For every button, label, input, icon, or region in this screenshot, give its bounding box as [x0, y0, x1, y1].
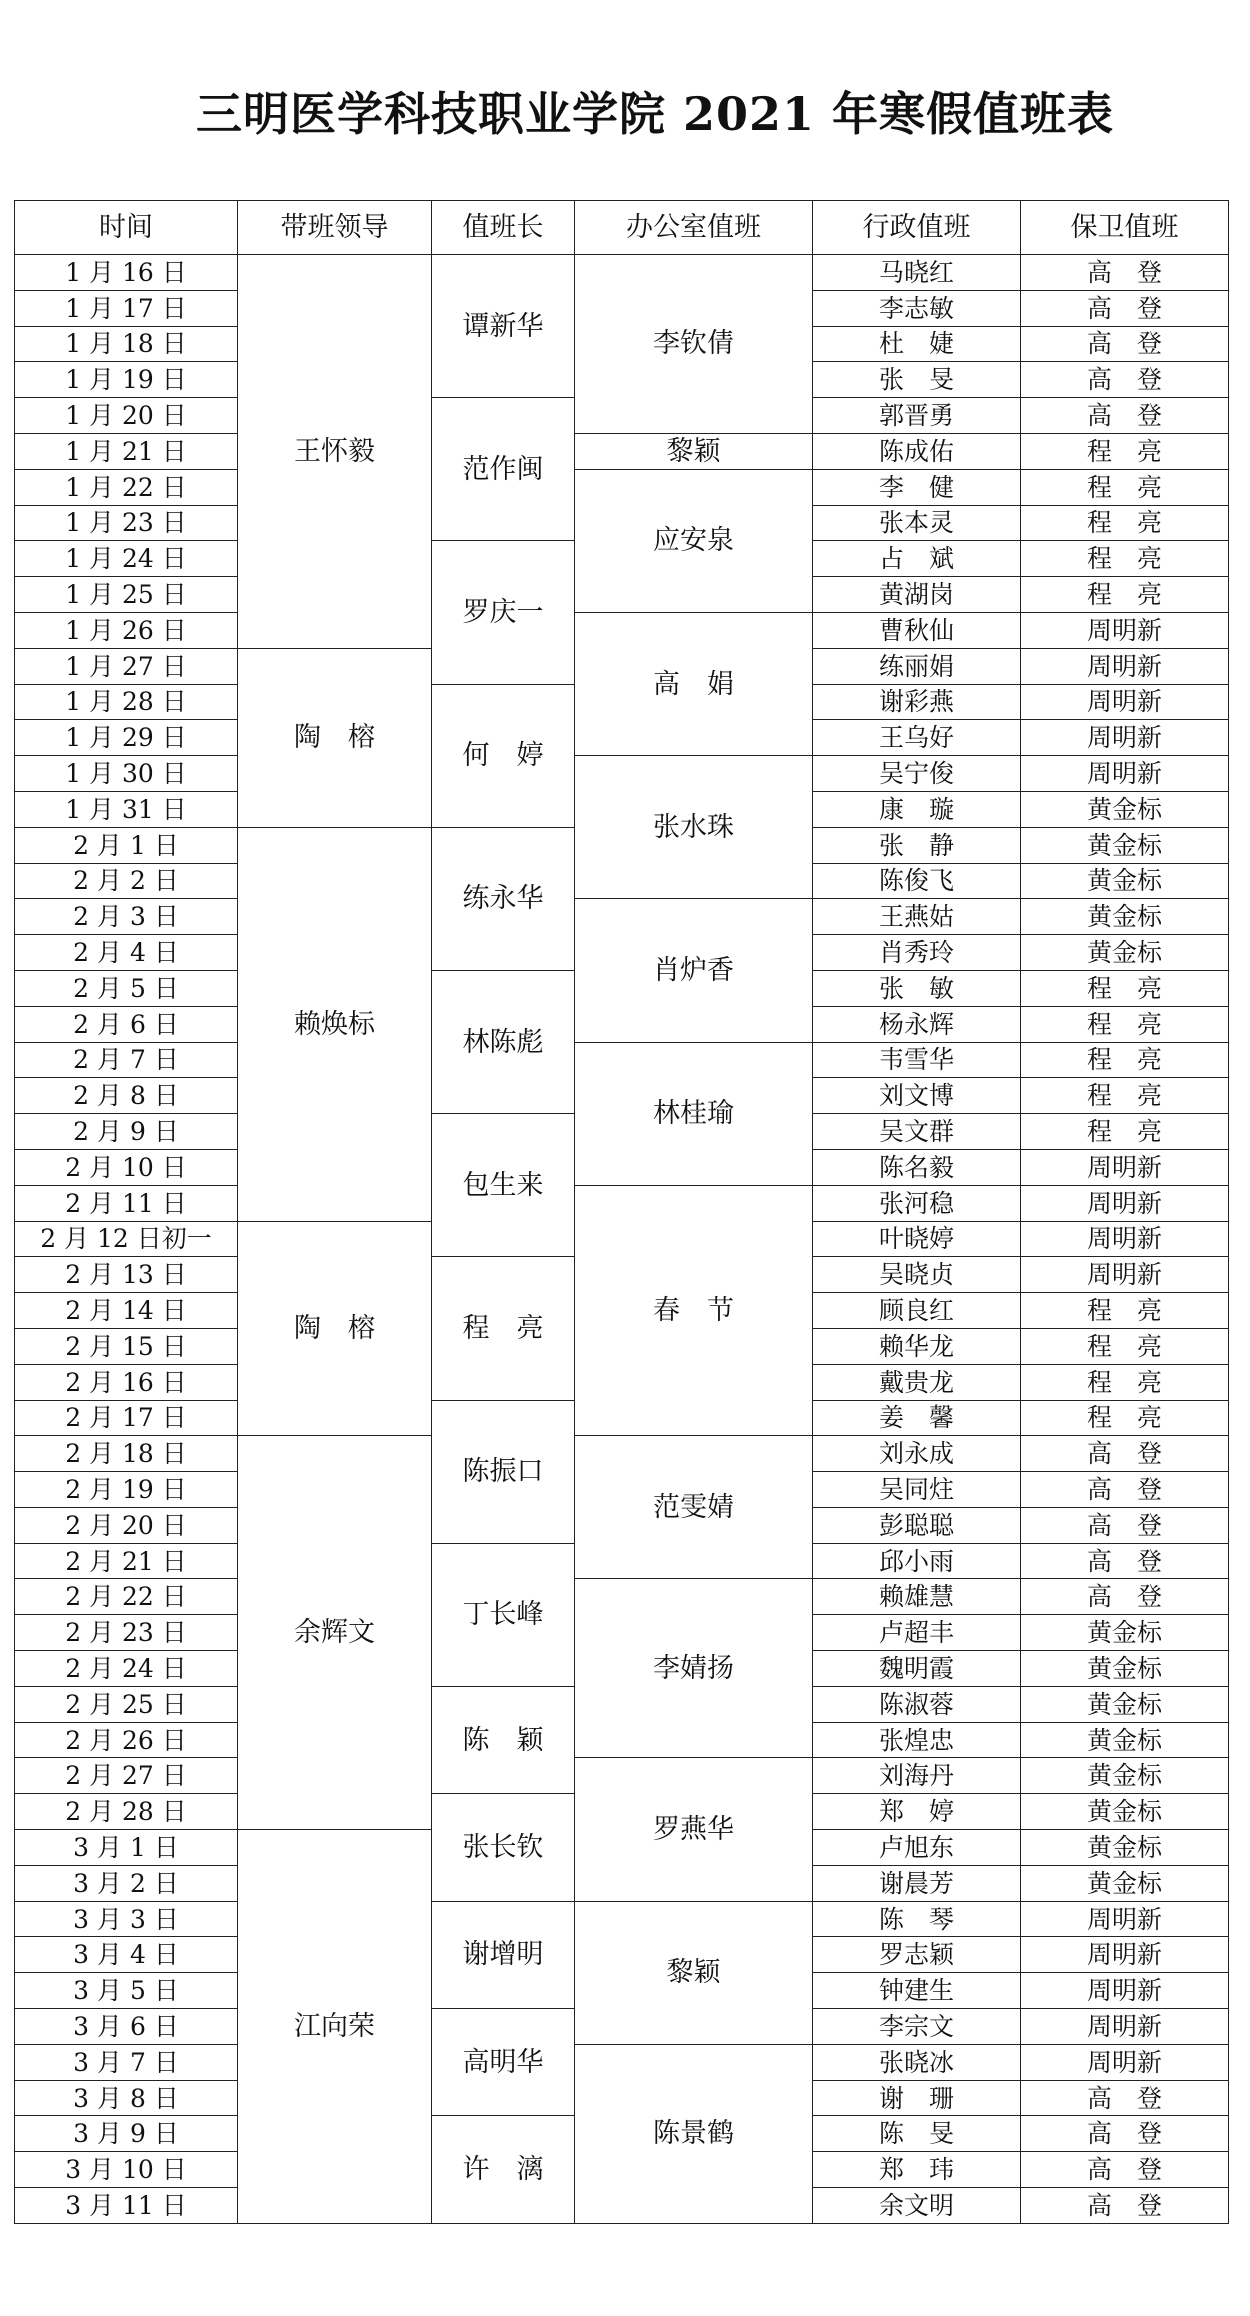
admin-duty-cell: 吴文群 — [813, 1114, 1021, 1150]
table-row — [15, 433, 1229, 469]
admin-duty-cell: 张 静 — [813, 827, 1021, 863]
shift-chief-cell: 程 亮 — [432, 1257, 575, 1400]
date-cell: 1 月 17 日 — [15, 290, 238, 326]
security-duty-cell: 程 亮 — [1021, 469, 1229, 505]
admin-duty-cell: 杨永辉 — [813, 1006, 1021, 1042]
security-duty-cell: 程 亮 — [1021, 433, 1229, 469]
date-cell: 1 月 26 日 — [15, 612, 238, 648]
admin-duty-cell: 钟建生 — [813, 1973, 1021, 2009]
admin-duty-cell: 赖雄慧 — [813, 1579, 1021, 1615]
date-cell: 2 月 23 日 — [15, 1615, 238, 1651]
admin-duty-cell: 魏明霞 — [813, 1651, 1021, 1687]
table-row — [15, 899, 1229, 935]
shift-chief-cell: 高明华 — [432, 2009, 575, 2116]
office-duty-cell: 张水珠 — [575, 756, 813, 899]
date-cell: 2 月 2 日 — [15, 863, 238, 899]
admin-duty-cell: 郑 玮 — [813, 2152, 1021, 2188]
security-duty-cell: 周明新 — [1021, 1901, 1229, 1937]
date-cell: 1 月 18 日 — [15, 326, 238, 362]
date-cell: 2 月 5 日 — [15, 970, 238, 1006]
date-cell: 3 月 2 日 — [15, 1865, 238, 1901]
date-cell: 2 月 8 日 — [15, 1078, 238, 1114]
admin-duty-cell: 马晓红 — [813, 255, 1021, 291]
date-cell: 2 月 18 日 — [15, 1436, 238, 1472]
date-cell: 3 月 7 日 — [15, 2044, 238, 2080]
date-cell: 1 月 29 日 — [15, 720, 238, 756]
admin-duty-cell: 张 敏 — [813, 970, 1021, 1006]
security-duty-cell: 程 亮 — [1021, 1114, 1229, 1150]
security-duty-cell: 高 登 — [1021, 1472, 1229, 1508]
admin-duty-cell: 卢超丰 — [813, 1615, 1021, 1651]
admin-duty-cell: 练丽娟 — [813, 648, 1021, 684]
admin-duty-cell: 张晓冰 — [813, 2044, 1021, 2080]
security-duty-cell: 高 登 — [1021, 290, 1229, 326]
date-cell: 2 月 11 日 — [15, 1185, 238, 1221]
date-cell: 2 月 25 日 — [15, 1686, 238, 1722]
admin-duty-cell: 谢彩燕 — [813, 684, 1021, 720]
office-duty-cell: 黎颖 — [575, 1901, 813, 2044]
table-row — [15, 1436, 1229, 1472]
security-duty-cell: 高 登 — [1021, 2152, 1229, 2188]
security-duty-cell: 周明新 — [1021, 2009, 1229, 2045]
admin-duty-cell: 赖华龙 — [813, 1328, 1021, 1364]
date-cell: 2 月 13 日 — [15, 1257, 238, 1293]
security-duty-cell: 黄金标 — [1021, 1830, 1229, 1866]
admin-duty-cell: 刘文博 — [813, 1078, 1021, 1114]
header-time: 时间 — [15, 201, 238, 255]
admin-duty-cell: 陈俊飞 — [813, 863, 1021, 899]
date-cell: 2 月 19 日 — [15, 1472, 238, 1508]
security-duty-cell: 黄金标 — [1021, 1651, 1229, 1687]
date-cell: 2 月 27 日 — [15, 1758, 238, 1794]
admin-duty-cell: 谢晨芳 — [813, 1865, 1021, 1901]
date-cell: 2 月 24 日 — [15, 1651, 238, 1687]
shift-chief-cell: 林陈彪 — [432, 970, 575, 1113]
office-duty-cell: 陈景鹤 — [575, 2044, 813, 2223]
date-cell: 3 月 4 日 — [15, 1937, 238, 1973]
date-cell: 2 月 10 日 — [15, 1149, 238, 1185]
admin-duty-cell: 郭晋勇 — [813, 398, 1021, 434]
admin-duty-cell: 卢旭东 — [813, 1830, 1021, 1866]
security-duty-cell: 高 登 — [1021, 362, 1229, 398]
header-security-duty: 保卫值班 — [1021, 201, 1229, 255]
shift-chief-cell: 谭新华 — [432, 255, 575, 398]
security-duty-cell: 周明新 — [1021, 612, 1229, 648]
office-duty-cell: 李婧扬 — [575, 1579, 813, 1758]
admin-duty-cell: 刘永成 — [813, 1436, 1021, 1472]
leader-cell: 陶 榕 — [238, 648, 432, 827]
security-duty-cell: 周明新 — [1021, 1149, 1229, 1185]
admin-duty-cell: 曹秋仙 — [813, 612, 1021, 648]
table-body — [15, 255, 1229, 2224]
date-cell: 1 月 21 日 — [15, 433, 238, 469]
admin-duty-cell: 李志敏 — [813, 290, 1021, 326]
shift-chief-cell: 许 漓 — [432, 2116, 575, 2223]
date-cell: 3 月 3 日 — [15, 1901, 238, 1937]
security-duty-cell: 黄金标 — [1021, 1615, 1229, 1651]
date-cell: 3 月 10 日 — [15, 2152, 238, 2188]
admin-duty-cell: 姜 馨 — [813, 1400, 1021, 1436]
security-duty-cell: 程 亮 — [1021, 577, 1229, 613]
office-duty-cell: 春 节 — [575, 1185, 813, 1436]
security-duty-cell: 程 亮 — [1021, 1364, 1229, 1400]
admin-duty-cell: 郑 婷 — [813, 1794, 1021, 1830]
date-cell: 1 月 25 日 — [15, 577, 238, 613]
table-row — [15, 1901, 1229, 1937]
shift-chief-cell: 练永华 — [432, 827, 575, 970]
header-shift-chief: 值班长 — [432, 201, 575, 255]
security-duty-cell: 黄金标 — [1021, 863, 1229, 899]
date-cell: 2 月 1 日 — [15, 827, 238, 863]
admin-duty-cell: 顾良红 — [813, 1293, 1021, 1329]
header-office-duty: 办公室值班 — [575, 201, 813, 255]
date-cell: 1 月 22 日 — [15, 469, 238, 505]
date-cell: 1 月 24 日 — [15, 541, 238, 577]
table-row — [15, 469, 1229, 505]
admin-duty-cell: 陈 旻 — [813, 2116, 1021, 2152]
date-cell: 3 月 6 日 — [15, 2009, 238, 2045]
admin-duty-cell: 陈名毅 — [813, 1149, 1021, 1185]
leader-cell: 陶 榕 — [238, 1221, 432, 1436]
admin-duty-cell: 李宗文 — [813, 2009, 1021, 2045]
security-duty-cell: 程 亮 — [1021, 1400, 1229, 1436]
security-duty-cell: 黄金标 — [1021, 935, 1229, 971]
admin-duty-cell: 张 旻 — [813, 362, 1021, 398]
admin-duty-cell: 占 斌 — [813, 541, 1021, 577]
security-duty-cell: 程 亮 — [1021, 1042, 1229, 1078]
table-row — [15, 1758, 1229, 1794]
security-duty-cell: 周明新 — [1021, 684, 1229, 720]
admin-duty-cell: 李 健 — [813, 469, 1021, 505]
security-duty-cell: 高 登 — [1021, 326, 1229, 362]
security-duty-cell: 黄金标 — [1021, 1865, 1229, 1901]
security-duty-cell: 高 登 — [1021, 2116, 1229, 2152]
admin-duty-cell: 张煌忠 — [813, 1722, 1021, 1758]
table-row — [15, 1185, 1229, 1221]
date-cell: 3 月 1 日 — [15, 1830, 238, 1866]
leader-cell: 王怀毅 — [238, 255, 432, 649]
date-cell: 1 月 20 日 — [15, 398, 238, 434]
security-duty-cell: 高 登 — [1021, 1543, 1229, 1579]
security-duty-cell: 程 亮 — [1021, 505, 1229, 541]
date-cell: 2 月 7 日 — [15, 1042, 238, 1078]
date-cell: 1 月 19 日 — [15, 362, 238, 398]
admin-duty-cell: 吴宁俊 — [813, 756, 1021, 792]
security-duty-cell: 高 登 — [1021, 1507, 1229, 1543]
date-cell: 2 月 28 日 — [15, 1794, 238, 1830]
admin-duty-cell: 戴贵龙 — [813, 1364, 1021, 1400]
date-cell: 3 月 8 日 — [15, 2080, 238, 2116]
security-duty-cell: 黄金标 — [1021, 1686, 1229, 1722]
shift-chief-cell: 谢增明 — [432, 1901, 575, 2008]
date-cell: 2 月 4 日 — [15, 935, 238, 971]
security-duty-cell: 周明新 — [1021, 1973, 1229, 2009]
date-cell: 3 月 5 日 — [15, 1973, 238, 2009]
office-duty-cell: 应安泉 — [575, 469, 813, 612]
admin-duty-cell: 杜 婕 — [813, 326, 1021, 362]
security-duty-cell: 高 登 — [1021, 2080, 1229, 2116]
date-cell: 1 月 28 日 — [15, 684, 238, 720]
admin-duty-cell: 康 璇 — [813, 791, 1021, 827]
security-duty-cell: 高 登 — [1021, 2188, 1229, 2224]
date-cell: 1 月 16 日 — [15, 255, 238, 291]
admin-duty-cell: 罗志颖 — [813, 1937, 1021, 1973]
security-duty-cell: 周明新 — [1021, 756, 1229, 792]
security-duty-cell: 高 登 — [1021, 1436, 1229, 1472]
admin-duty-cell: 吴同炷 — [813, 1472, 1021, 1508]
security-duty-cell: 黄金标 — [1021, 899, 1229, 935]
security-duty-cell: 周明新 — [1021, 1221, 1229, 1257]
date-cell: 1 月 23 日 — [15, 505, 238, 541]
date-cell: 3 月 11 日 — [15, 2188, 238, 2224]
office-duty-cell: 黎颖 — [575, 433, 813, 469]
admin-duty-cell: 余文明 — [813, 2188, 1021, 2224]
shift-chief-cell: 包生来 — [432, 1114, 575, 1257]
shift-chief-cell: 丁长峰 — [432, 1543, 575, 1686]
shift-chief-cell: 陈 颖 — [432, 1686, 575, 1793]
security-duty-cell: 高 登 — [1021, 1579, 1229, 1615]
admin-duty-cell: 陈淑蓉 — [813, 1686, 1021, 1722]
security-duty-cell: 程 亮 — [1021, 1078, 1229, 1114]
date-cell: 2 月 20 日 — [15, 1507, 238, 1543]
date-cell: 2 月 14 日 — [15, 1293, 238, 1329]
admin-duty-cell: 黄湖岗 — [813, 577, 1021, 613]
admin-duty-cell: 邱小雨 — [813, 1543, 1021, 1579]
admin-duty-cell: 王燕姑 — [813, 899, 1021, 935]
leader-cell: 余辉文 — [238, 1436, 432, 1830]
date-cell: 2 月 21 日 — [15, 1543, 238, 1579]
table-header — [15, 201, 1229, 255]
date-cell: 2 月 26 日 — [15, 1722, 238, 1758]
date-cell: 3 月 9 日 — [15, 2116, 238, 2152]
security-duty-cell: 周明新 — [1021, 1937, 1229, 1973]
admin-duty-cell: 谢 珊 — [813, 2080, 1021, 2116]
date-cell: 1 月 27 日 — [15, 648, 238, 684]
security-duty-cell: 程 亮 — [1021, 1328, 1229, 1364]
shift-chief-cell: 范作闽 — [432, 398, 575, 541]
security-duty-cell: 周明新 — [1021, 1257, 1229, 1293]
date-cell: 1 月 30 日 — [15, 756, 238, 792]
date-cell: 1 月 31 日 — [15, 791, 238, 827]
duty-roster-table — [14, 200, 1229, 2224]
date-cell: 2 月 6 日 — [15, 1006, 238, 1042]
security-duty-cell: 程 亮 — [1021, 1006, 1229, 1042]
office-duty-cell: 范雯婧 — [575, 1436, 813, 1579]
shift-chief-cell: 陈振口 — [432, 1400, 575, 1543]
security-duty-cell: 程 亮 — [1021, 541, 1229, 577]
admin-duty-cell: 张本灵 — [813, 505, 1021, 541]
date-cell: 2 月 12 日初一 — [15, 1221, 238, 1257]
admin-duty-cell: 陈成佑 — [813, 433, 1021, 469]
security-duty-cell: 周明新 — [1021, 648, 1229, 684]
office-duty-cell: 李钦倩 — [575, 255, 813, 434]
shift-chief-cell: 罗庆一 — [432, 541, 575, 684]
header-leader: 带班领导 — [238, 201, 432, 255]
security-duty-cell: 周明新 — [1021, 720, 1229, 756]
office-duty-cell: 林桂瑜 — [575, 1042, 813, 1185]
security-duty-cell: 程 亮 — [1021, 1293, 1229, 1329]
header-admin-duty: 行政值班 — [813, 201, 1021, 255]
admin-duty-cell: 彭聪聪 — [813, 1507, 1021, 1543]
table-row — [15, 1579, 1229, 1615]
header-row — [15, 201, 1229, 255]
security-duty-cell: 高 登 — [1021, 255, 1229, 291]
admin-duty-cell: 肖秀玲 — [813, 935, 1021, 971]
admin-duty-cell: 叶晓婷 — [813, 1221, 1021, 1257]
security-duty-cell: 黄金标 — [1021, 791, 1229, 827]
date-cell: 2 月 15 日 — [15, 1328, 238, 1364]
page-title: 三明医学科技职业学院 2021 年寒假值班表 — [195, 87, 1115, 141]
date-cell: 2 月 17 日 — [15, 1400, 238, 1436]
office-duty-cell: 高 娟 — [575, 612, 813, 755]
admin-duty-cell: 王乌好 — [813, 720, 1021, 756]
security-duty-cell: 程 亮 — [1021, 970, 1229, 1006]
admin-duty-cell: 吴晓贞 — [813, 1257, 1021, 1293]
table-row — [15, 612, 1229, 648]
office-duty-cell: 肖炉香 — [575, 899, 813, 1042]
date-cell: 2 月 16 日 — [15, 1364, 238, 1400]
table-row — [15, 1042, 1229, 1078]
security-duty-cell: 高 登 — [1021, 398, 1229, 434]
table-row — [15, 2044, 1229, 2080]
security-duty-cell: 周明新 — [1021, 2044, 1229, 2080]
security-duty-cell: 黄金标 — [1021, 1758, 1229, 1794]
admin-duty-cell: 张河稳 — [813, 1185, 1021, 1221]
office-duty-cell: 罗燕华 — [575, 1758, 813, 1901]
table-row — [15, 756, 1229, 792]
leader-cell: 江向荣 — [238, 1830, 432, 2224]
security-duty-cell: 黄金标 — [1021, 827, 1229, 863]
admin-duty-cell: 陈 琴 — [813, 1901, 1021, 1937]
shift-chief-cell: 张长钦 — [432, 1794, 575, 1901]
date-cell: 2 月 22 日 — [15, 1579, 238, 1615]
table-row — [15, 255, 1229, 291]
security-duty-cell: 周明新 — [1021, 1185, 1229, 1221]
admin-duty-cell: 韦雪华 — [813, 1042, 1021, 1078]
shift-chief-cell: 何 婷 — [432, 684, 575, 827]
leader-cell: 赖焕标 — [238, 827, 432, 1221]
date-cell: 2 月 9 日 — [15, 1114, 238, 1150]
admin-duty-cell: 刘海丹 — [813, 1758, 1021, 1794]
security-duty-cell: 黄金标 — [1021, 1722, 1229, 1758]
security-duty-cell: 黄金标 — [1021, 1794, 1229, 1830]
date-cell: 2 月 3 日 — [15, 899, 238, 935]
